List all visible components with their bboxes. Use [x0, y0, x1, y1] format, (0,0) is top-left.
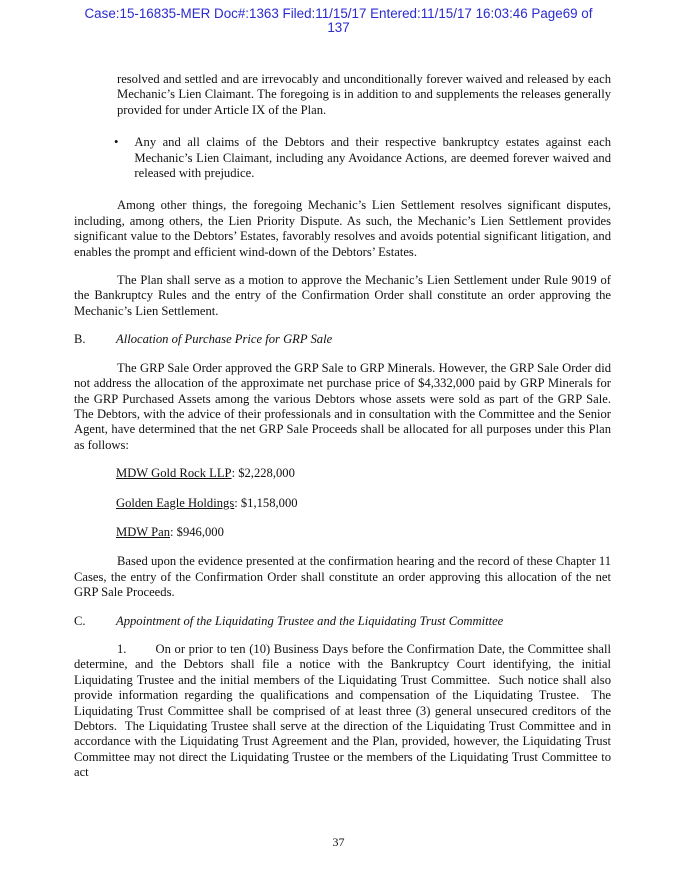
document-body [74, 72, 615, 794]
allocation-amount: : $946,000 [170, 524, 224, 539]
allocation-name: MDW Gold Rock LLP [116, 466, 232, 481]
among-paragraph: Among other things, the foregoing Mechanic’s Lien Settlement resolves significant disputes, including, among others, the Lien Priority Dispute. As such, the Mechanic’s Lien Settlement provides significant value to the Debtors’ Estates, favorably resolves and avoids potential significant litigation, and enables the prompt and efficient wind-down of the Debtors’ Estates. [74, 198, 611, 259]
section-b-letter: B. [74, 332, 86, 347]
page-number: 37 [332, 835, 345, 849]
allocation-item [116, 525, 611, 540]
case-header-line2: 137 [327, 20, 350, 35]
allocation-name: MDW Pan [116, 524, 170, 539]
allocation-item [116, 496, 611, 511]
plan-paragraph: The Plan shall serve as a motion to approve the Mechanic’s Lien Settlement under Rule 9019 of the Bankruptcy Rules and the entry of the Confirmation Order shall constitute an order approving the Mechanic’s Lien Settlement. [74, 273, 611, 318]
section-b-title: Allocation of Purchase Price for GRP Sale [116, 332, 333, 347]
section-c-heading [74, 614, 611, 629]
bullet-icon: • [114, 135, 119, 150]
grp-paragraph: The GRP Sale Order approved the GRP Sale to GRP Minerals. However, the GRP Sale Order did not address the allocation of the approximate net purchase price of $4,332,000 paid by GRP Minerals for the GRP Purchased Assets among the various Debtors whose assets were sold as part of the GRP Sale. The Debtors, with the advice of their professionals and in consultation with the Committee and the Senior Agent, have determined that the net GRP Sale Proceeds shall be allocated for all purposes under this Plan as follows: [74, 360, 611, 452]
section-c-letter: C. [74, 613, 86, 628]
item-1-paragraph: 1. On or prior to ten (10) Business Days before the Confirmation Date, the Committee shall determine, and the Debtors shall file a notice with the Bankruptcy Court identifying, the initial Liquidating Trustee and the initial members of the Liquidating Trust Committee. Such notice shall also provide information regarding the qualifications and compensation of the Liquidating Trustee. The Liquidating Trust Committee shall be comprised of at least three (3) general unsecured creditors of the Debtors. The Liquidating Trustee shall serve at the direction of the Liquidating Trust Committee and in accordance with the Liquidating Trust Agreement and the Plan, provided, however, the Liquidating Trust Committee may not direct the Liquidating Trustee or the members of the Liquidating Trust Committee to act [74, 641, 615, 780]
bullet-item [74, 135, 611, 181]
allocation-amount: : $2,228,000 [231, 466, 295, 481]
case-header [0, 7, 677, 35]
continued-paragraph: resolved and settled and are irrevocably and unconditionally forever waived and released by each Mechanic’s Lien Claimant. The foregoing is in addition to and supplements the releases generally provided for under Article IX of the Plan. [117, 72, 611, 117]
allocation-item [116, 466, 611, 481]
allocation-name: Golden Eagle Holdings [116, 495, 235, 510]
section-b-heading [74, 332, 611, 347]
case-header-line1: Case:15-16835-MER Doc#:1363 Filed:11/15/17 Entered:11/15/17 16:03:46 Page69 of [84, 6, 593, 21]
allocation-amount: : $1,158,000 [234, 495, 298, 510]
section-c-title: Appointment of the Liquidating Trustee and the Liquidating Trust Committee [116, 613, 504, 628]
based-paragraph: Based upon the evidence presented at the confirmation hearing and the record of these Chapter 11 Cases, the entry of the Confirmation Order shall constitute an order approving this allocation of the net GRP Sale Proceeds. [74, 554, 611, 600]
bullet-text: Any and all claims of the Debtors and their respective bankruptcy estates against each Mechanic’s Lien Claimant, including any Avoidance Actions, are deemed forever waived and released with prejudice. [134, 135, 611, 181]
